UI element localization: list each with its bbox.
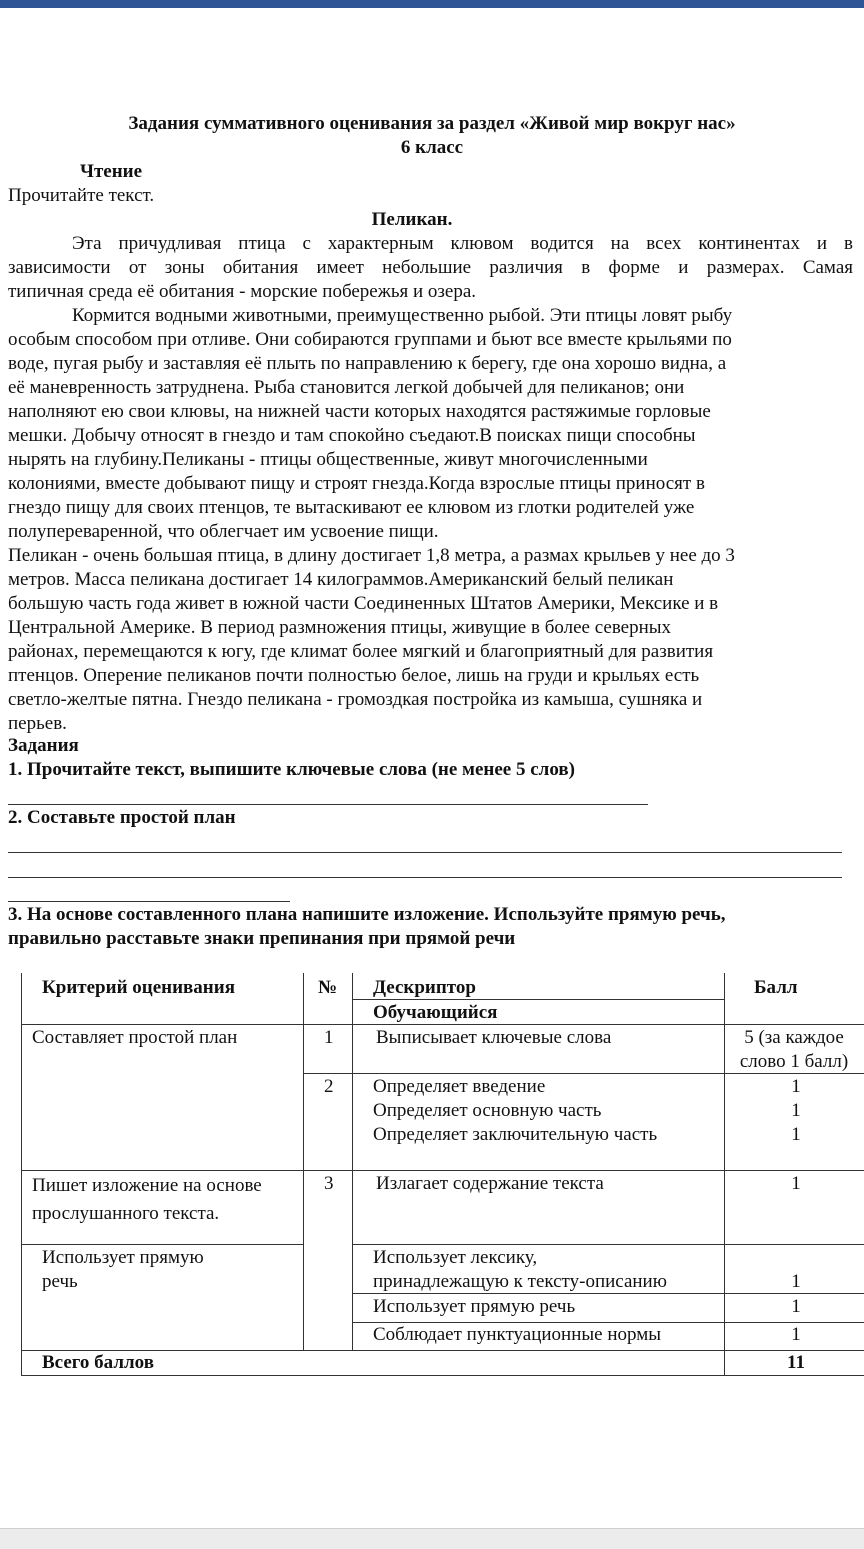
text-line: особым способом при отливе. Они собираются группами и бьют все вместе крыльями по [8, 329, 732, 350]
text-line: наполняют ею свои клювы, на нижней части которых находятся растяжимые горловые [8, 401, 711, 422]
answer-line [8, 804, 648, 805]
descriptor-line: Определяет основную часть [373, 1100, 602, 1121]
answer-line [8, 852, 842, 853]
descriptor-line: Использует лексику, [373, 1247, 538, 1268]
text-line: Пеликан - очень большая птица, в длину достигает 1,8 метра, а размах крыльев у нее до 3 [8, 545, 735, 566]
task-3-line-1: 3. На основе составленного плана напишите изложение. Используйте прямую речь, [8, 904, 726, 925]
tasks-heading: Задания [8, 735, 79, 756]
section-label: Чтение [80, 161, 143, 182]
text-line: воде, пугая рыбу и заставляя её плыть по направлению к берегу, где она хорошо видна, а [8, 353, 727, 374]
criterion-line: Пишет изложение на основе [32, 1175, 262, 1196]
score-cell: 1 [791, 1296, 801, 1317]
score-cell: 1 [791, 1324, 801, 1345]
text-line: полупереваренной, что облегчает им усвоение пищи. [8, 521, 439, 542]
text-line: светло-желтые пятна. Гнездо пеликана - громоздкая постройка из камыша, сушняка и [8, 689, 703, 710]
document-title: Задания суммативного оценивания за раздел «Живой мир вокруг нас» [128, 113, 736, 134]
text-line: большую часть года живет в южной части Соединенных Штатов Америки, Мексике и в [8, 593, 719, 614]
score-line: 1 [791, 1100, 801, 1121]
task-2: 2. Составьте простой план [8, 807, 236, 828]
header-score: Балл [754, 977, 798, 998]
header-number: № [318, 977, 338, 998]
paragraph-1 [8, 232, 853, 304]
score-line: 5 (за каждое [744, 1027, 844, 1048]
window-bottom-bar [0, 1528, 864, 1549]
text-line: её маневренность затруднена. Рыба становится легкой добычей для пеликанов; они [8, 377, 685, 398]
descriptor-cell: Излагает содержание текста [376, 1173, 604, 1194]
text-line: Кормится водными животными, преимущественно рыбой. Эти птицы ловят рыбу [72, 305, 733, 326]
criterion-line: прослушанного текста. [32, 1203, 220, 1224]
text-line: зависимости от зоны обитания имеет небольшие различия в форме и размерах. Самая [8, 257, 853, 278]
header-criterion: Критерий оценивания [42, 977, 235, 998]
descriptor-cell [373, 1246, 667, 1294]
criterion-line: Использует прямую [42, 1247, 204, 1268]
text-line: колониями, вместе добывают пищу и строят гнезда.Когда взрослые птицы приносят в [8, 473, 705, 494]
criterion-cell: Составляет простой план [32, 1027, 238, 1048]
number-cell: 1 [324, 1027, 334, 1048]
score-cell: 1 [791, 1271, 801, 1292]
score-line: слово 1 балл) [739, 1051, 849, 1072]
text-line: птенцов. Оперение пеликанов почти полностью белое, лишь на груди и крыльях есть [8, 665, 700, 686]
text-title: Пеликан. [371, 209, 453, 230]
text-line: Эта причудливая птица с характерным клювом водится на всех континентах и в [72, 233, 853, 254]
answer-line [8, 901, 290, 902]
answer-line [8, 877, 842, 878]
criteria-table [21, 973, 864, 1376]
number-cell: 3 [324, 1173, 334, 1194]
text-line: мешки. Добычу относят в гнездо и там спокойно съедают.В поисках пищи способны [8, 425, 696, 446]
descriptor-cell: Соблюдает пунктуационные нормы [373, 1324, 662, 1345]
number-cell: 2 [324, 1076, 334, 1097]
criterion-cell [32, 1172, 262, 1228]
task-3-line-2: правильно расставьте знаки препинания при прямой речи [8, 928, 516, 949]
descriptor-line: Определяет введение [373, 1076, 546, 1097]
text-line: перьев. [8, 713, 67, 734]
window-top-bar [0, 0, 864, 8]
score-line: 1 [791, 1076, 801, 1097]
task-1: 1. Прочитайте текст, выпишите ключевые слова (не менее 5 слов) [8, 759, 575, 780]
criterion-line: речь [42, 1271, 78, 1292]
header-descriptor-sub: Обучающийся [373, 1002, 498, 1023]
paragraph-3 [8, 544, 853, 736]
total-score: 11 [787, 1352, 805, 1373]
descriptor-cell: Использует прямую речь [373, 1296, 576, 1317]
descriptor-line: Определяет заключительную часть [373, 1124, 658, 1145]
descriptor-line: принадлежащую к тексту-описанию [373, 1271, 667, 1292]
read-instruction: Прочитайте текст. [8, 185, 155, 206]
descriptor-cell: Выписывает ключевые слова [376, 1027, 612, 1048]
score-cell: 1 [791, 1173, 801, 1194]
criterion-cell [42, 1246, 204, 1294]
score-line: 1 [791, 1124, 801, 1145]
total-label: Всего баллов [42, 1352, 154, 1373]
text-line: районах, перемещаются к югу, где климат более мягкий и благоприятный для развития [8, 641, 714, 662]
grade-label: 6 класс [400, 137, 464, 158]
text-line: метров. Масса пеликана достигает 14 килограммов.Американский белый пеликан [8, 569, 674, 590]
score-cell [781, 1075, 811, 1147]
text-line: нырять на глубину.Пеликаны - птицы общественные, живут многочисленными [8, 449, 648, 470]
descriptor-cell [373, 1075, 657, 1147]
text-line: гнездо пищу для своих птенцов, те вытаскивают ее клювом из глотки родителей уже [8, 497, 695, 518]
score-cell [727, 1026, 861, 1074]
header-descriptor: Дескриптор [373, 977, 476, 998]
text-line: Центральной Америке. В период размножения птицы, живущие в более северных [8, 617, 672, 638]
text-line: типичная среда её обитания - морские побережья и озера. [8, 281, 477, 302]
paragraph-2 [8, 304, 853, 544]
